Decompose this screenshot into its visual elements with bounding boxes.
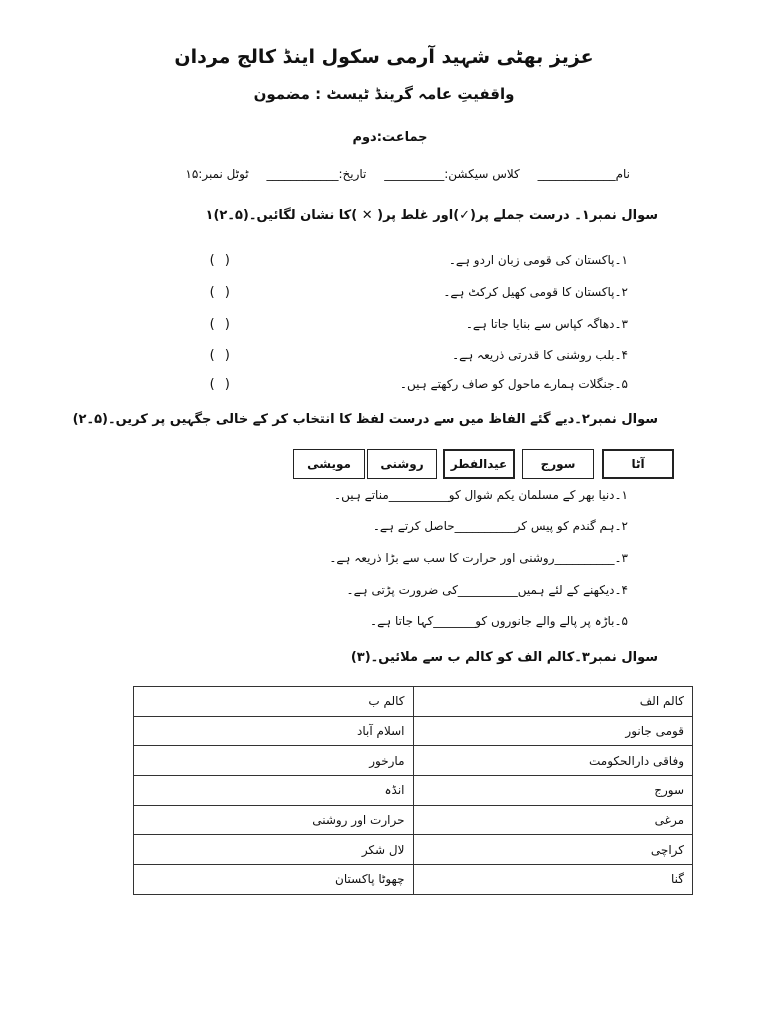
table-row	[134, 746, 693, 776]
q2-item: ۲۔ہم گندم کو پیس کر__________حاصل کرتے ہے۔	[372, 519, 628, 533]
table-row	[134, 805, 693, 835]
word-bank	[286, 449, 674, 482]
table-row	[134, 835, 693, 865]
column-b-cell: حرارت اور روشنی	[134, 805, 414, 835]
q2-item: ۴۔دیکھنے کے لئے ہمیں__________کی ضرورت پڑتی ہے۔	[346, 583, 628, 597]
column-b-cell: مارخور	[134, 746, 414, 776]
answer-parentheses: ( )	[208, 252, 232, 268]
q2-item: ۳۔__________روشنی اور حرارت کا سب سے بڑا ذریعہ ہے۔	[329, 551, 628, 565]
word-bank-item: مویشی	[293, 449, 365, 479]
question-2-heading: سوال نمبر۲۔دیے گئے الفاظ میں سے درست لفظ کا انتخاب کر کے خالی جگہیں پر کریں۔(۵۔۲)	[72, 412, 658, 427]
question-3-heading: سوال نمبر۳۔کالم الف کو کالم ب سے ملائیں۔(۳)	[350, 650, 658, 665]
word-bank-item: آٹا	[602, 449, 674, 479]
q1-item	[208, 250, 628, 270]
column-b-cell: اسلام آباد	[134, 716, 414, 746]
table-row	[134, 687, 693, 717]
word-bank-item: عیدالفطر	[443, 449, 515, 479]
column-a-cell: سورج	[413, 776, 693, 806]
column-a-cell: گنا	[413, 865, 693, 895]
total-marks: ٹوٹل نمبر:۱۵	[185, 167, 249, 181]
word-bank-item: روشنی	[367, 449, 437, 479]
q2-item: ۵۔باڑہ پر پالے والے جانوروں کو_______کہا جاتا ہے۔	[370, 614, 628, 628]
q1-item	[208, 282, 628, 302]
column-b-cell: چھوٹا پاکستان	[134, 865, 414, 895]
grade-label: جماعت:دوم	[352, 130, 428, 145]
q1-item-text: ۵۔جنگلات ہمارے ماحول کو صاف رکھتے ہیں۔	[399, 377, 628, 391]
school-title: عزیز بھٹی شہید آرمی سکول اینڈ کالج مردان	[174, 46, 594, 68]
column-b-cell: لال شکر	[134, 835, 414, 865]
column-b-header: کالم ب	[134, 687, 414, 717]
q1-item-text: ۳۔دھاگہ کپاس سے بنایا جاتا ہے۔	[465, 317, 628, 331]
column-a-cell: قومی جانور	[413, 716, 693, 746]
question-1-heading: سوال نمبر۱۔ درست جملے پر(✓)اور غلط پر( ✕ )کا نشان لگائیں۔(۵۔۲)۱	[205, 208, 658, 223]
q1-item-text: ۲۔پاکستان کا قومی کھیل کرکٹ ہے۔	[443, 285, 628, 299]
q1-item	[208, 345, 628, 365]
column-b-cell: انڈہ	[134, 776, 414, 806]
word-bank-item: سورج	[522, 449, 594, 479]
name-field: نام_____________	[537, 167, 630, 181]
date-field: تاریخ:____________	[266, 167, 367, 181]
table-row	[134, 716, 693, 746]
column-a-cell: وفاقی دارالحکومت	[413, 746, 693, 776]
student-info-line	[130, 167, 630, 181]
q1-item	[208, 374, 628, 394]
answer-parentheses: ( )	[208, 284, 232, 300]
q1-item-text: ۴۔بلب روشنی کا قدرتی ذریعہ ہے۔	[452, 348, 628, 362]
q2-item: ۱۔دنیا بھر کے مسلمان یکم شوال کو__________مناتے ہیں۔	[334, 488, 628, 502]
column-a-cell: مرغی	[413, 805, 693, 835]
q1-item-text: ۱۔پاکستان کی قومی زبان اردو ہے۔	[448, 253, 628, 267]
class-section-field: کلاس سیکشن:__________	[384, 167, 520, 181]
test-subject-title: واقفیتِ عامہ گرینڈ ٹیسٹ : مضمون	[253, 85, 515, 103]
matching-table	[133, 686, 693, 895]
table-row	[134, 865, 693, 895]
table-row	[134, 776, 693, 806]
column-a-cell: کراچی	[413, 835, 693, 865]
answer-parentheses: ( )	[208, 316, 232, 332]
answer-parentheses: ( )	[208, 376, 232, 392]
column-a-header: کالم الف	[413, 687, 693, 717]
answer-parentheses: ( )	[208, 347, 232, 363]
q1-item	[208, 314, 628, 334]
